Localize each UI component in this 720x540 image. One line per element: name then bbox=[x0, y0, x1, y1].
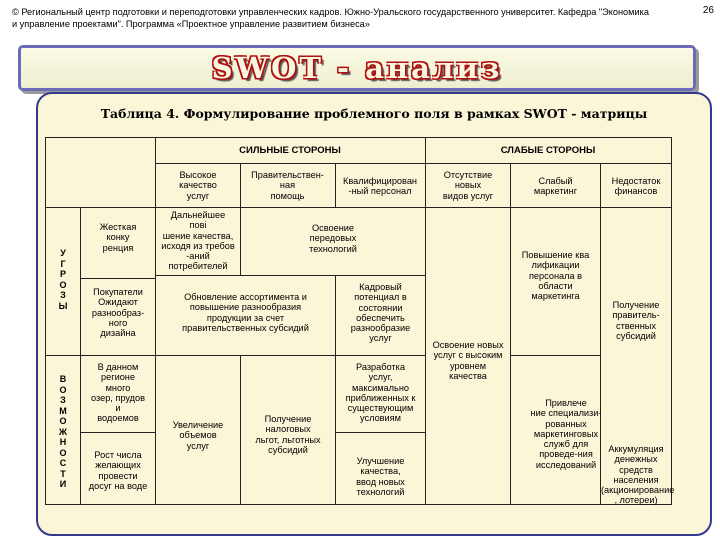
wo-strategy-marketing-services: Привлече ние специализи- рованных маркетинговых служб для проведе-ния исследований bbox=[530, 398, 602, 470]
header-text: © Региональный центр подготовки и переподготовки управленческих кадров. Южно-Уральского государственного университет. Кафедра "Экономика и управление проектами". Программа «Проектное управление развитием бизнеса» bbox=[12, 7, 649, 29]
wt-strategy-training: Повышение ква лификации персонала в области маркетинга bbox=[521, 250, 590, 302]
wo-strategy-new-services: Освоение новых услуг с высоким уровнем качества bbox=[432, 340, 504, 381]
opportunity-factor-leisure: Рост числа желающих провести досуг на воде bbox=[88, 450, 148, 491]
st-strategy-staff-potential: Кадровый потенциал в состоянии обеспечить разнообразие услуг bbox=[350, 282, 411, 344]
weakness-factor-no-new-services: Отсутствие новых видов услуг bbox=[442, 170, 494, 201]
weakness-factor-finance: Недостаток финансов bbox=[611, 176, 661, 197]
strength-factor-quality: Высокое качество услуг bbox=[179, 170, 217, 201]
threat-factor-competition: Жесткая конку ренция bbox=[99, 222, 137, 253]
table-caption: Таблица 4. Формулирование проблемного поля в рамках SWOT - матрицы bbox=[100, 106, 648, 121]
so-strategy-tax-benefits: Получение налоговых льгот, льготных субсидий bbox=[255, 414, 321, 455]
strengths-header: СИЛЬНЫЕ СТОРОНЫ bbox=[239, 145, 341, 156]
strength-factor-staff: Квалифицирован -ный персонал bbox=[343, 176, 417, 197]
so-strategy-tech: Улучшение качества, ввод новых технологий bbox=[356, 456, 405, 497]
title-banner bbox=[18, 45, 696, 91]
st-strategy-technology: Освоение передовых технологий bbox=[309, 223, 357, 254]
wo-strategy-accumulation: Аккумуляция денежных средств населения (акционирование , лотереи) bbox=[601, 444, 675, 506]
so-strategy-service-dev: Разработка услуг, максимально приближенных к существующим условиям bbox=[345, 362, 416, 424]
st-strategy-quality: Дальнейшее пові шение качества, исходя из требов -аний потребителей bbox=[161, 210, 235, 272]
threat-factor-design-demand: Покупатели Ожидают разнообраз- ного дизайна bbox=[91, 287, 145, 339]
banner-title: SWOT - анализ bbox=[211, 51, 503, 85]
threats-label: У Г Р О З Ы bbox=[58, 248, 68, 311]
strength-factor-gov-aid: Правительствен- ная помощь bbox=[251, 170, 324, 201]
opportunity-factor-lakes: В данном регионе много озер, прудов и водоемов bbox=[90, 362, 146, 424]
st-strategy-assortment: Обновление ассортимента и повышение разнообразия продукции за счет правительственных субсидий bbox=[182, 292, 309, 333]
opportunities-label: В О З М О Ж Н О С Т И bbox=[58, 374, 68, 489]
so-strategy-volume: Увеличение объемов услуг bbox=[172, 420, 224, 451]
weakness-factor-marketing: Слабый маркетинг bbox=[533, 176, 578, 197]
wt-strategy-subsidies: Получение правитель- ственных субсидий bbox=[612, 300, 660, 341]
page-number: 26 bbox=[702, 5, 714, 16]
weaknesses-header: СЛАБЫЕ СТОРОНЫ bbox=[500, 145, 596, 156]
